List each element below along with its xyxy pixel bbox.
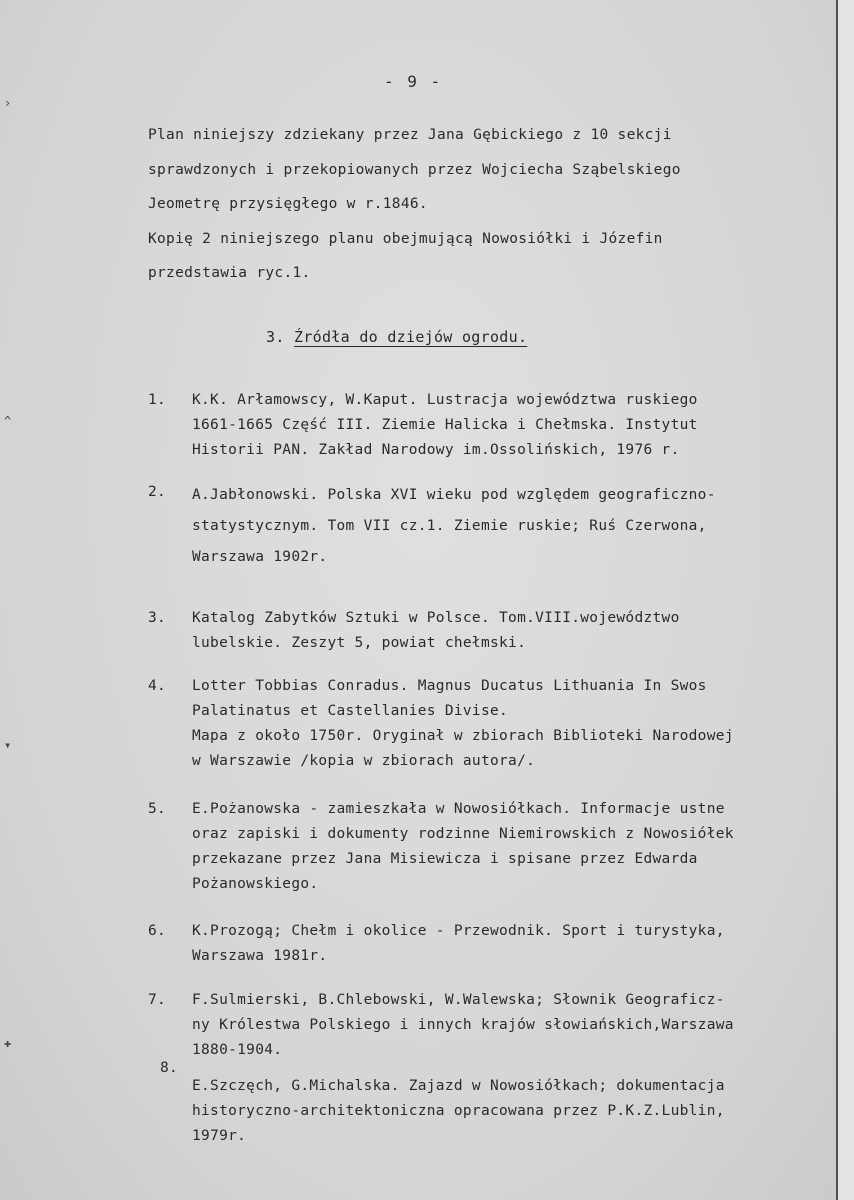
bibliography-entry xyxy=(148,797,838,897)
section-heading xyxy=(266,328,527,346)
entry-number: 8. xyxy=(160,1060,179,1076)
entry-line: E.Szczęch, G.Michalska. Zajazd w Nowosiółkach; dokumentacja xyxy=(192,1078,725,1094)
entry-line: Historii PAN. Zakład Narodowy im.Ossolińskich, 1976 r. xyxy=(192,442,680,458)
entry-line: 1661-1665 Część III. Ziemie Halicka i Chełmska. Instytut xyxy=(192,417,698,433)
entry-line: lubelskie. Zeszyt 5, powiat chełmski. xyxy=(192,635,527,651)
bibliography-entry xyxy=(148,480,838,573)
entry-line: A.Jabłonowski. Polska XVI wieku pod względem geograficzno- xyxy=(192,487,716,503)
entry-line: ny Królestwa Polskiego i innych krajów słowiańskich,Warszawa xyxy=(192,1017,734,1033)
entry-number: 6. xyxy=(148,923,167,939)
entry-line: Warszawa 1981r. xyxy=(192,948,328,964)
text-line: przedstawia ryc.1. xyxy=(148,265,311,281)
margin-mark: › xyxy=(4,96,12,110)
entry-number: 3. xyxy=(148,610,167,626)
text-line: sprawdzonych i przekopiowanych przez Wojciecha Sząbelskiego xyxy=(148,161,681,178)
entry-line: 1979r. xyxy=(192,1128,247,1144)
entry-line: przekazane przez Jana Misiewicza i spisane przez Edwarda xyxy=(192,851,698,867)
entry-line: w Warszawie /kopia w zbiorach autora/. xyxy=(192,753,536,769)
entry-line: Mapa z około 1750r. Oryginał w zbiorach Biblioteki Narodowej xyxy=(192,728,734,744)
paper-edge-strip xyxy=(838,0,854,1200)
entry-line: K.K. Arłamowscy, W.Kaput. Lustracja województwa ruskiego xyxy=(192,392,698,408)
intro-paragraph xyxy=(148,118,808,291)
entry-number: 1. xyxy=(148,392,167,408)
bibliography-entry xyxy=(148,919,838,969)
section-title: Źródła do dziejów ogrodu. xyxy=(294,328,528,346)
text-line: Plan niniejszy zdziekany przez Jana Gębickiego z 10 sekcji xyxy=(148,127,672,143)
entry-line: Lotter Tobbias Conradus. Magnus Ducatus Lithuania In Swos xyxy=(192,678,707,694)
margin-mark: ▾ xyxy=(4,738,12,752)
entry-line: Warszawa 1902r. xyxy=(192,549,328,565)
entry-number: 2. xyxy=(148,484,167,500)
section-number: 3. xyxy=(266,328,285,346)
margin-mark: ✚ xyxy=(4,1036,12,1050)
entry-number: 7. xyxy=(148,992,167,1008)
bibliography-entry xyxy=(148,988,838,1063)
entry-number: 5. xyxy=(148,801,167,817)
entry-line: oraz zapiski i dokumenty rodzinne Niemirowskich z Nowosiółek xyxy=(192,826,734,842)
entry-line: Katalog Zabytków Sztuki w Polsce. Tom.VIII.województwo xyxy=(192,610,680,626)
text-line: Jeometrę przysięgłego w r.1846. xyxy=(148,196,428,212)
entry-line: statystycznym. Tom VII cz.1. Ziemie ruskie; Ruś Czerwona, xyxy=(192,518,707,534)
bibliography-entry xyxy=(148,388,838,463)
entry-line: F.Sulmierski, B.Chlebowski, W.Walewska; Słownik Geograficz- xyxy=(192,992,725,1008)
entry-line: K.Prozogą; Chełm i okolice - Przewodnik. Sport i turystyka, xyxy=(192,923,725,939)
bibliography-entry xyxy=(148,674,838,774)
entry-number: 4. xyxy=(148,678,167,694)
page-number: - 9 - xyxy=(384,72,443,91)
bibliography-entry xyxy=(148,1060,838,1149)
entry-line: 1880-1904. xyxy=(192,1042,283,1058)
entry-line: historyczno-architektoniczna opracowana przez P.K.Z.Lublin, xyxy=(192,1103,725,1119)
entry-line: E.Pożanowska - zamieszkała w Nowosiółkach. Informacje ustne xyxy=(192,801,725,817)
entry-line: Palatinatus et Castellanies Divise. xyxy=(192,703,509,719)
margin-mark: ^ xyxy=(4,414,12,428)
text-line: Kopię 2 niniejszego planu obejmującą Nowosiółki i Józefin xyxy=(148,230,663,247)
entry-line: Pożanowskiego. xyxy=(192,876,319,892)
bibliography-entry xyxy=(148,606,838,656)
